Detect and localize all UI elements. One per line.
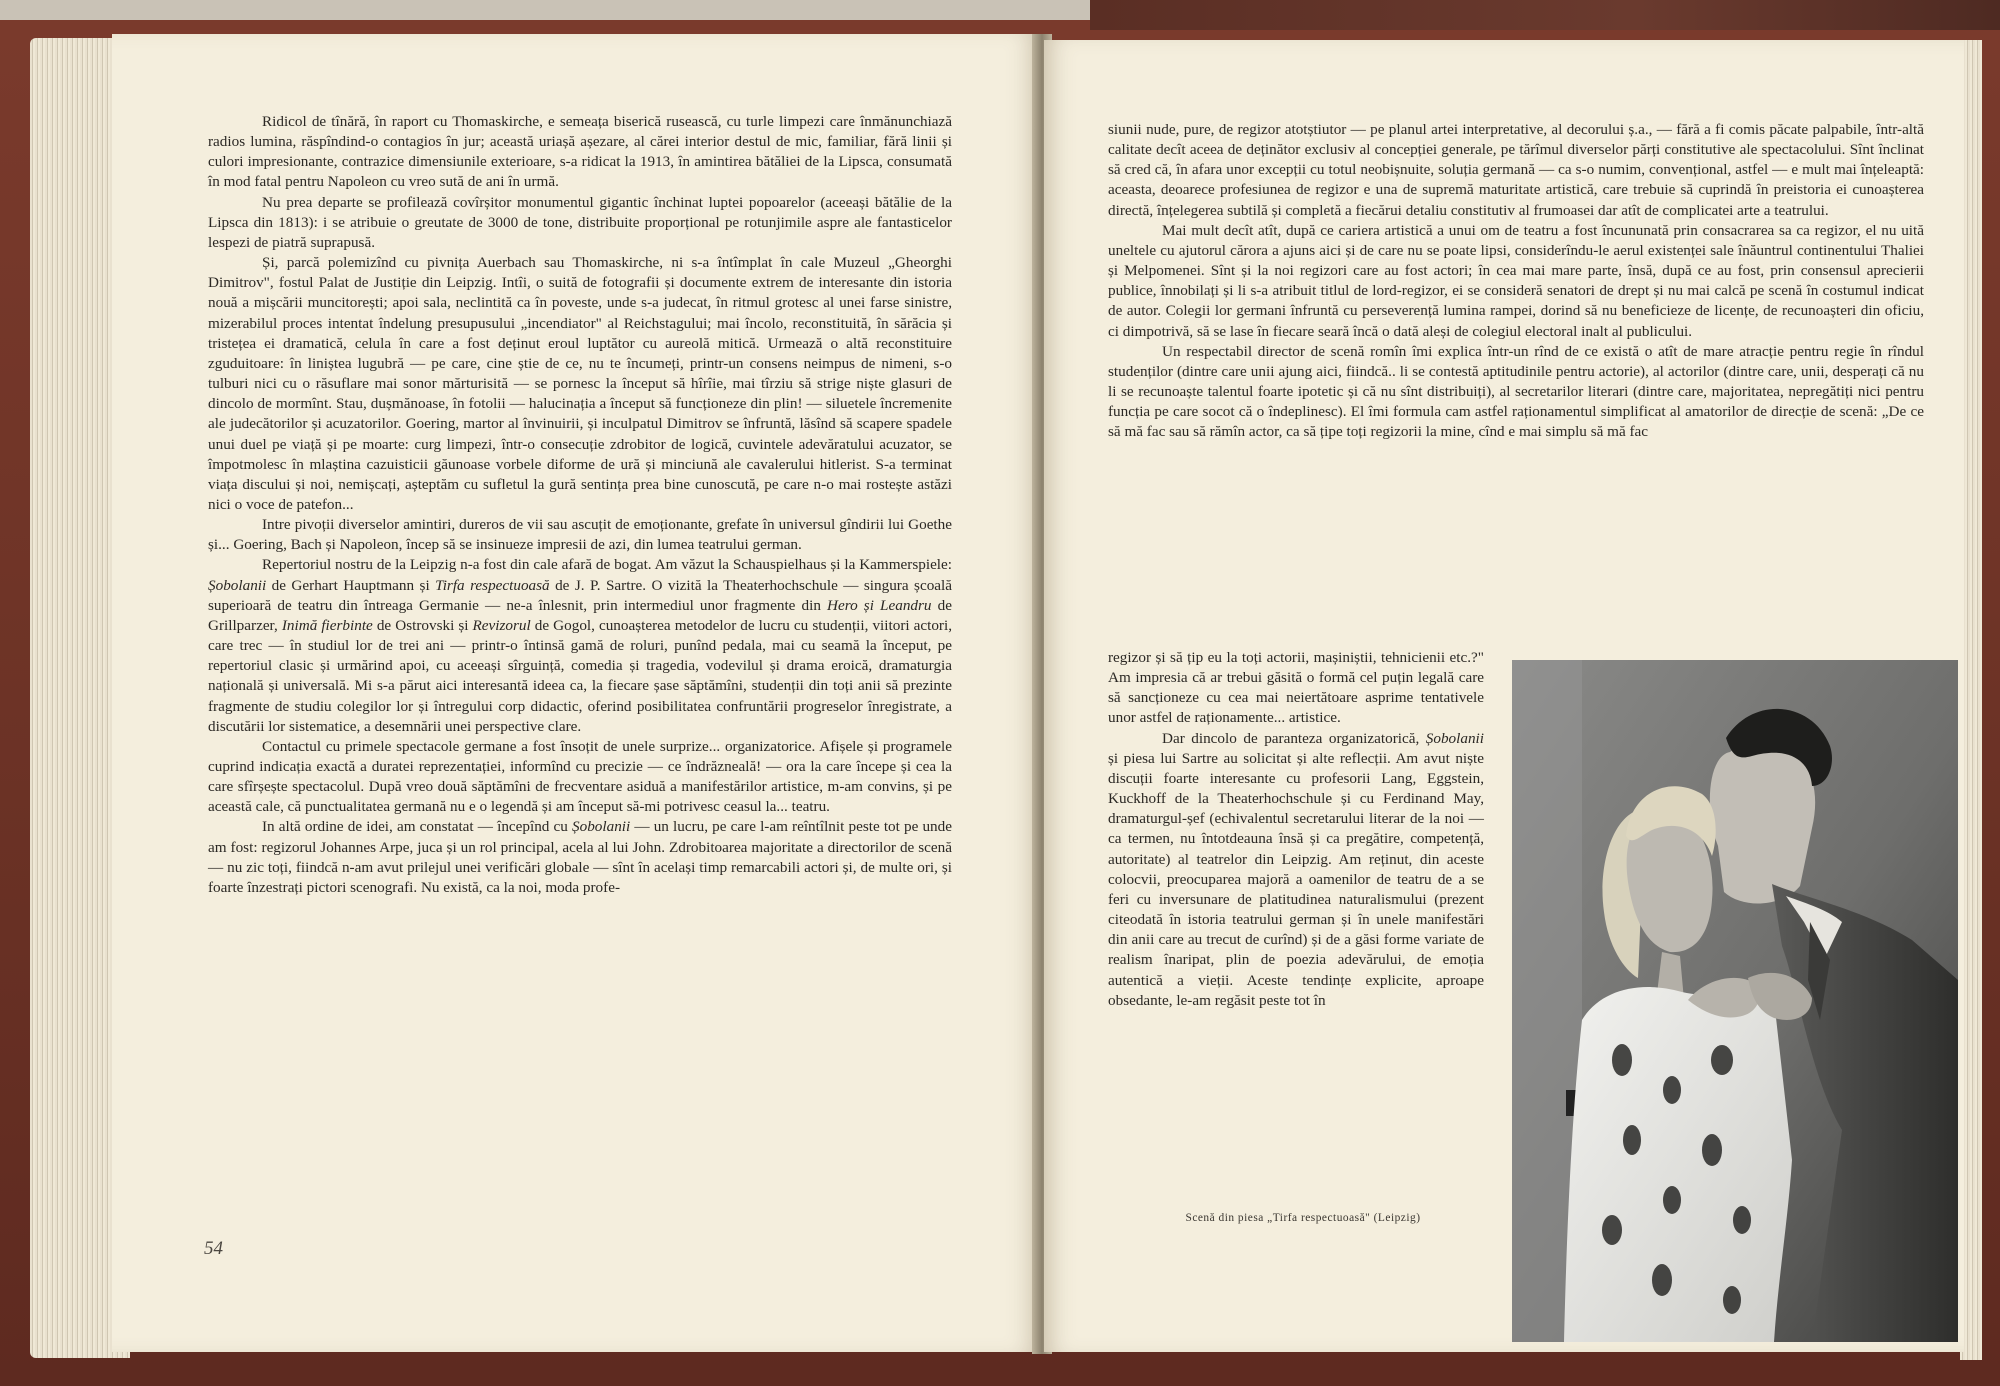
rp4-text-b: și piesa lui Sartre au solicitat și alte reflecții. Am avut niște discuții foarte interesante cu profesorii Lang, Eggstein, Kuckhoff de la Theaterhochschule și cu Ferdinand May, dramaturgul-șef (echivalentul secretarului literar de la noi — ca termen, nu întotdeauna însă și ca pregătire, competență, autoritate) al teatrelor din Leipzig. Am reținut, din aceste colocvii, preocuparea majoră a oamenilor de teatru de a se feri cu inversunare de platitudinea naturalismului (prezent citeodată în istoria teatrului german și în unele manifestări din anii care au trecut de curînd) și de a găsi forme variate de realism înaripat, plin de poezia adevărului, de emoția autentică a vieții. Aceste tendințe explicite, aproape obsedante, le-am regăsit peste tot în (1108, 749, 1484, 1009)
left-paragraph-6: Contactul cu primele spectacole germane a fost însoțit de unele surprize... organizatorice. Afișele și programele cuprind indicația exactă a duratei reprezentației, informînd cu precizie — ce îndrăzneală! — ora la care începe și cea la care sfîrșește spectacolul. După vreo două săptămîni de frecventare asiduă a manifestărilor artistice, m-am convins, și pe această cale, că punctualitatea germană nu e o legendă și am început să-mi potrivesc ceasul la... teatru. (208, 737, 952, 816)
rp4-text-a: Dar dincolo de paranteza organizatorică, (1162, 729, 1426, 747)
title-inima-fierbinte: Inimă fierbinte (281, 616, 373, 634)
title-tirfa-respectuoasa: Tirfa respectuoasă (435, 576, 550, 594)
title-sobolanii-2: Șobolanii (572, 818, 631, 836)
p5-text-f: de Gogol, cunoașterea metodelor de lucru cu studenții, viitori actori, care trec — în studiul lor de trei ani — printr-o întinsă gamă de roluri, punînd pedala, mai cu seamă la început, pe repertoriul clasic și urmărind apoi, cu aceeași sîrguință, comedia și tragedia, vodevilul și drama eroică, dramaturgia națională și universală. Mi s-a părut aici interesantă ideea ca, la fiecare șase săptămîni, studenții din toți anii să prezinte fragmente de studiu colegilor lor și întregului corp didactic, oferind posibilitatea confruntării progreselor înregistrate, a discutării lor sistematice, a desemnării unei perspective clare. (208, 616, 953, 735)
right-paragraph-3-continued: regizor și să țip eu la toți actorii, mașiniștii, tehnicienii etc.?" Am impresia că ar trebui găsită o formă cel puțin legală care să sancționeze cu cea mai neiertătoare asprime tentativele unor astfel de raționamente... artistice. (1108, 649, 1484, 727)
right-paragraph-3: Un respectabil director de scenă romîn îmi explica într-un rînd de ce există o atît de mare atracție pentru regie în rîndul studenților (dintre care unii ajung aici, fiindcă.. li se contestă aptitudinile pentru actorie), al actorilor (dintre care, unii, desperați că nu li se recunoaște talentul foarte ipotetic și că nu sînt distribuiți), al secretarilor literari (dintre care, majoritatea, nepregătiți nici pentru funcția pe care socot că o îndeplinesc). El îmi formula cam astfel raționamentul simplificat al amatorilor de direcție de scenă: „De ce să mă fac sau să rămîn actor, ca să țipe toți regizorii la mine, cînd e mai simplu să mă fac (1108, 342, 1924, 441)
p5-text-b: de Gerhart Hauptmann și (266, 576, 436, 594)
right-paragraph-1: siunii nude, pure, de regizor atotștiutor — pe planul artei interpretative, al decorului ș.a., — fără a fi comis păcate palpabile, într-altă calitate decît aceea de deținător exclusiv al concepției generale, pe tărîmul diverselor părți constitutive ale spectacolului. Sînt înclinat să cred că, în afara unor excepții cu totul neobișnuite, soluția germană — ca s-o numim, convențional, astfel — e mult mai înțeleaptă: aceasta, deoarece profesiunea de regizor e una de supremă maturitate artistică, care trebuie să cuprindă în preistoria ei cunoașterea directă, înțelegerea subtilă și completă a fiecărui detaliu constitutiv al frumoasei dar atît de complicatei arte a teatrului. (1108, 121, 1924, 219)
left-paragraph-3: Și, parcă polemizînd cu pivnița Auerbach sau Thomaskirche, ni s-a întîmplat în cale Muzeul „Gheorghi Dimitrov", fostul Palat de Justiție din Leipzig. Intîi, o suită de fotografii și documente extrem de interesante din istoria nouă a mișcării muncitorești; apoi sala, neclintită ca în poveste, unde s-a judecat, în ritmul grotesc al unei farse sinistre, mizerabilul proces intentat îndelung presupusului „incendiator" al Reichstagului; mai încolo, reconstituită, în sărăcia și tristețea ei dramatică, celula în care a fost deținut eroul luptător cu aureolă mitică. Urmează o altă reconstituire zguduitoare: în liniștea lugubră — pe care, cine știe de ce, nu te încumeți, printr-un consens neimpus de nimeni, s-o tulburi nici cu o răsuflare mai sonor mărturisită — se pornesc la început să hîrîie, mai tîrziu să strige niște glasuri de dincolo de mormînt. Stau, dușmănoase, în fotolii — halucinația a început să funcționeze din plin! — siluetele încremenite ale judecătorilor și acuzatorilor. Goering, martor al învinuirii, și inculpatul Dimitrov se înfruntă, lăsînd să scapere spadele unui duel pe viață și pe moarte: curg limpezi, într-o consecuție zdrobitor de logică, cuvintele adevăratului acuzator, se împotmolesc în mlaștina cazuisticii găunoase vorbele diforme de ură și minciună ale cavalerului hitlerist. S-a terminat viața discului și noi, nemișcați, așteptăm cu sufletul la gură sentința prea bine cunoscută, pe care n-o mai rostește astăzi nici o voce de patefon... (208, 254, 952, 513)
left-paragraph-1: Ridicol de tînără, în raport cu Thomaskirche, e semeața biserică rusească, cu turle limpezi care înmănunchiază radios lumina, răspîndind-o contagios în jur; această uriașă așezare, al cărei interior destul de mic, familiar, fără linii și culori impresionante, contrazice dimensiunile exterioare, s-a ridicat la 1913, în amintirea bătăliei de la Lipsca, consumată în mod fatal pentru Napoleon cu vreo sută de ani în urmă. (208, 113, 952, 191)
left-paragraph-7 (208, 817, 952, 898)
left-paragraph-2: Nu prea departe se profilează covîrșitor monumentul gigantic închinat luptei popoarelor (aceeași bătălie de la Lipsca din 1813): i se atribuie o greutate de 3000 de tone, distribuite proporțional pe rotunjimile aspre ale fantasticelor lespezi de piatră suprapusă. (208, 193, 952, 251)
book-cover-top (1090, 0, 2000, 30)
p7-text-a: In altă ordine de idei, am constatat — începînd cu (262, 818, 573, 836)
title-sobolanii: Șobolanii (208, 576, 267, 594)
left-paragraph-5 (208, 555, 952, 736)
title-sobolanii-3: Șobolanii (1425, 729, 1484, 747)
p5-text-a: Repertoriul nostru de la Leipzig n-a fost din cale afară de bogat. Am văzut la Schauspielhaus și la Kammerspiele: (262, 556, 952, 574)
right-page-text-full-width (1108, 120, 1924, 443)
title-hero-si-leandru: Hero și Leandru (827, 596, 932, 614)
photo-caption: Scenă din piesa „Tirfa respectuoasă" (Leipzig) (1185, 1212, 1421, 1224)
p5-text-c: de J. P. Sartre. O vizită la Theaterhochschule — singura școală superioară de teatru din întreaga Germanie — ne-a înlesnit, prin intermediul unor fragmente din (208, 576, 952, 614)
title-revizorul: Revizorul (472, 616, 531, 634)
p5-text-e: de Ostrovski și (372, 616, 473, 634)
right-paragraph-2: Mai mult decît atît, după ce cariera artistică a unui om de teatru a fost încununată prin consacrarea sa ca regizor, el nu uită uneltele cu ajutorul cărora a ajuns aici și de care nu se poate lipsi, considerîndu-le aerul existenței sale înăuntrul continentului Thaliei și Melpomenei. Sînt și la noi regizori care au fost actori; în cea mai mare parte, însă, după ce au fost, prin consensul aprecierii publice, înnobilați și li s-a atribuit titlul de lord-regizor, ei se consideră senatori de drept și nu mai calcă pe scenă în costumul indicat de autor. Colegii lor germani înfruntă cu perseverență lumina rampei, dorind să nu beneficieze de licențe, de recunoașteri din oficiu, ci dimpotrivă, să se lase în fiecare seară încă o dată aleși de colegiul electoral inalt al publicului. (1108, 221, 1924, 340)
p5-text-d: de Grillparzer, (208, 596, 952, 634)
scene-photograph (1512, 660, 1958, 1342)
scene-photograph-illustration (1512, 660, 1958, 1342)
left-page-text (208, 112, 952, 898)
left-page (112, 34, 1038, 1352)
left-paragraph-4: Intre pivoții diverselor amintiri, dureros de vii sau ascuțit de emoționante, grefate în universul gîndirii lui Goethe și... Goering, Bach și Napoleon, încep să se insinueze impresii de azi, din lumea teatrului german. (208, 516, 952, 554)
right-paragraph-4 (1108, 729, 1484, 1011)
p7-text-b: — un lucru, pe care l-am reîntîlnit peste tot pe unde am fost: regizorul Johannes Arpe, juca și un rol principal, acela al lui John. Zdrobitoarea majoritate a directorilor de scenă — nu zic toți, fiindcă n-am avut prilejul unei verificări globale — sînt în același timp remarcabili actori și, de multe ori, și foarte înzestrați pictori scenografi. Nu există, ca la noi, moda profe- (208, 818, 952, 896)
page-number: 54 (204, 1238, 223, 1259)
right-page-text-column (1108, 648, 1484, 1011)
